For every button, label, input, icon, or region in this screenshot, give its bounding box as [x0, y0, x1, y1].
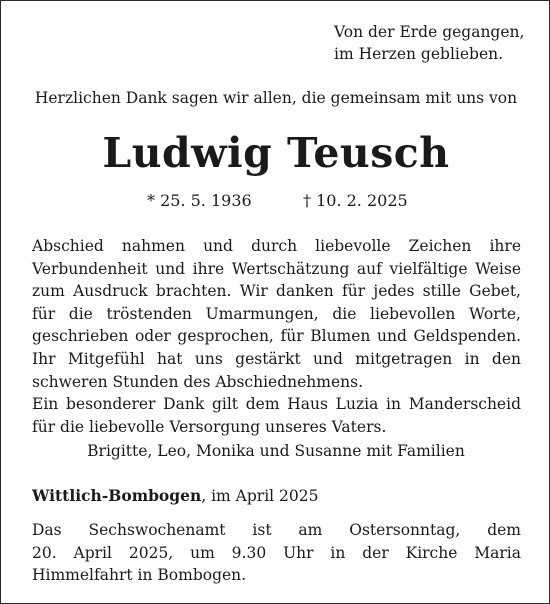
message-line: für die liebevolle Versorgung unseres Vaters. — [32, 417, 387, 436]
service-info — [32, 519, 521, 587]
motto — [334, 21, 524, 65]
service-line: Himmelfahrt in Bombogen. — [32, 566, 247, 585]
message-line: Verbundenheit und ihre Wertschätzung auf vielfältige Weise — [32, 259, 521, 278]
message-line: zum Ausdruck brachten. Wir danken für jedes stille Gebet, — [32, 282, 521, 301]
service-line: 20. April 2025, um 9.30 Uhr in der Kirche Maria — [32, 543, 521, 562]
thank-you-message — [32, 235, 521, 438]
place-date-text: , im April 2025 — [201, 487, 319, 505]
message-line: schweren Stunden des Abschiednehmens. — [32, 372, 364, 391]
motto-line-2: im Herzen geblieben. — [334, 45, 504, 63]
message-line: Ihr Mitgefühl hat uns gestärkt und mitgetragen in den — [32, 349, 521, 368]
birth-date: * 25. 5. 1936 — [147, 191, 252, 210]
message-line: geschrieben oder gesprochen, für Blumen und Geldspenden. — [32, 327, 521, 346]
motto-line-1: Von der Erde gegangen, — [334, 23, 525, 41]
message-line: für die tröstenden Umarmungen, die liebevollen Worte, — [32, 304, 521, 323]
family-signature: Brigitte, Leo, Monika und Susanne mit Familien — [87, 442, 465, 460]
deceased-name: Ludwig Teusch — [102, 129, 450, 177]
message-line: Ein besonderer Dank gilt dem Haus Luzia in Manderscheid — [32, 395, 521, 414]
place-date — [32, 485, 319, 507]
intro-text: Herzlichen Dank sagen wir allen, die gemeinsam mit uns von — [34, 89, 518, 107]
service-line: Das Sechswochenamt ist am Ostersonntag, dem — [32, 521, 521, 539]
message-line: Abschied nahmen und durch liebevolle Zeichen ihre — [32, 237, 521, 255]
place-town: Wittlich-Bombogen — [32, 486, 202, 505]
death-date: † 10. 2. 2025 — [303, 191, 408, 210]
